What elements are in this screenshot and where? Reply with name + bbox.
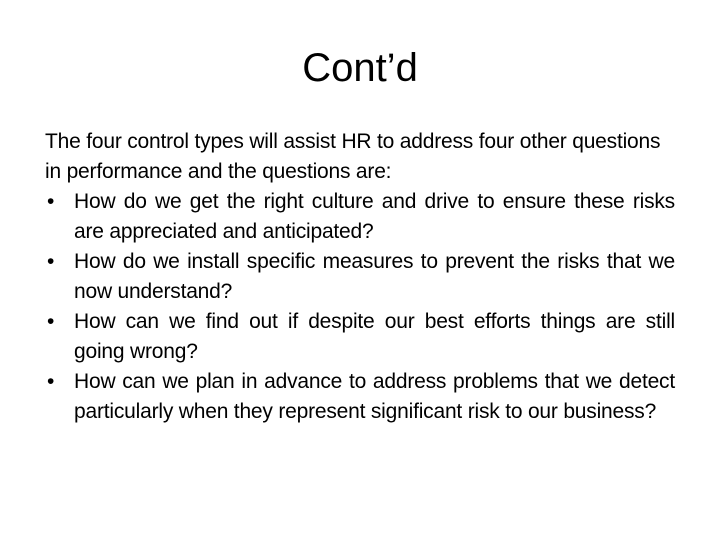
bullet-icon: • (47, 370, 55, 393)
bullet-item (45, 367, 675, 427)
bullet-text: How do we install specific measures to prevent the risks that we now understand? (74, 250, 675, 303)
bullet-item (45, 187, 675, 247)
bullet-text: How can we find out if despite our best efforts things are still going wrong? (74, 310, 675, 363)
bullet-item (45, 247, 675, 307)
bullet-text: How do we get the right culture and drive to ensure these risks are appreciated and anticipated? (74, 190, 675, 243)
bullet-list (45, 187, 675, 427)
bullet-item (45, 307, 675, 367)
bullet-text: How can we plan in advance to address problems that we detect particularly when they represent significant risk to our business? (74, 370, 675, 423)
bullet-icon: • (47, 310, 55, 333)
slide-body (45, 127, 675, 427)
bullet-icon: • (47, 190, 55, 213)
bullet-icon: • (47, 250, 55, 273)
slide-title: Cont’d (302, 46, 418, 90)
intro-paragraph: The four control types will assist HR to address four other questions in performance and the questions are: (45, 130, 661, 183)
